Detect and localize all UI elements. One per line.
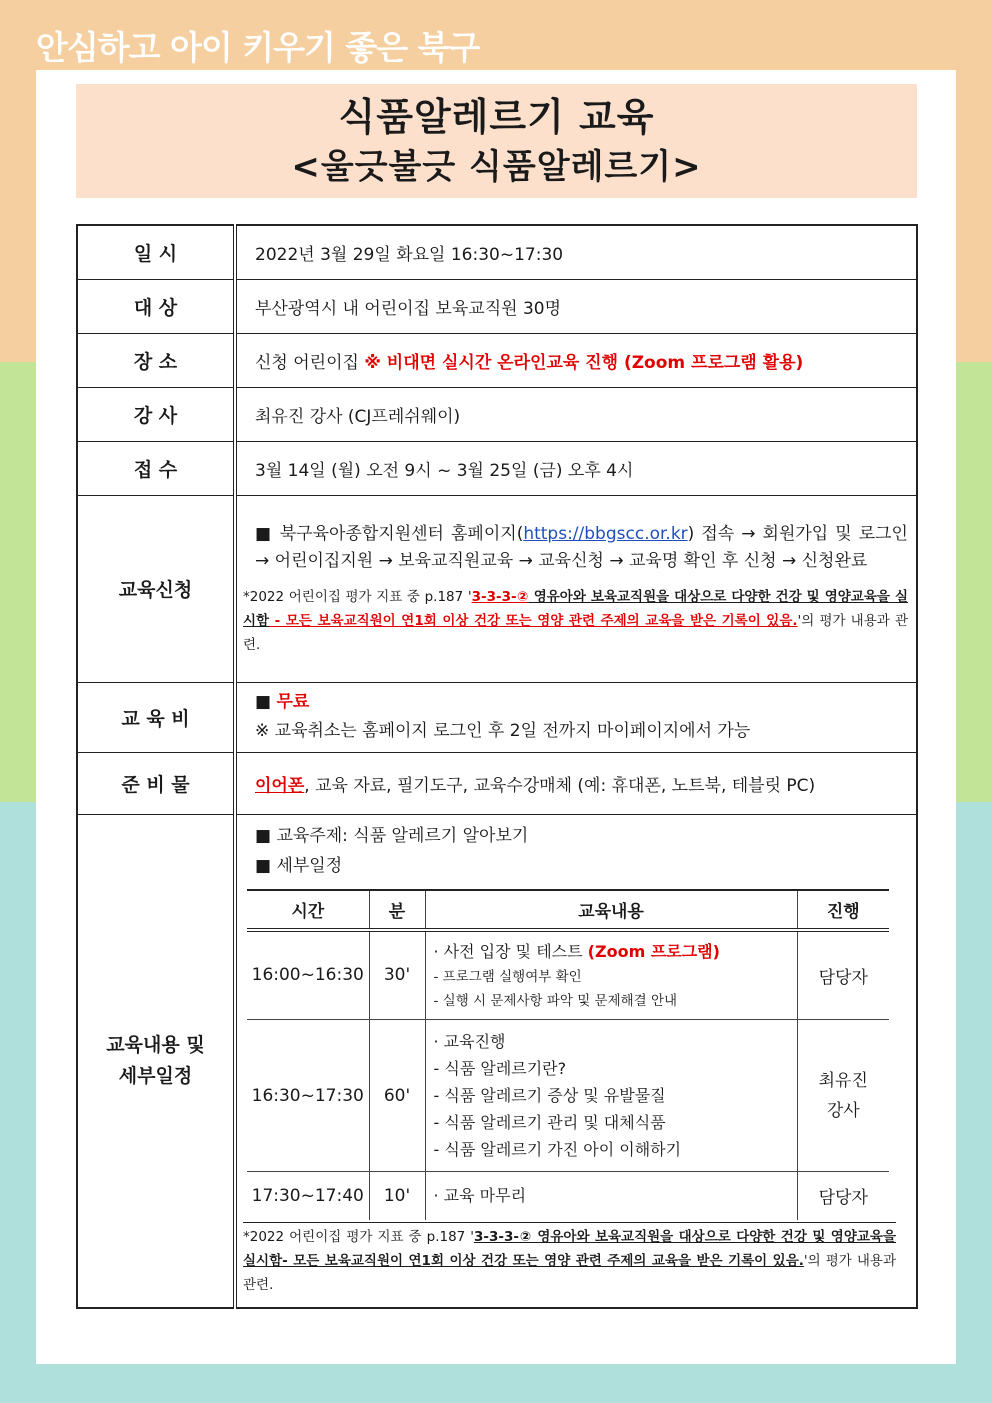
host-title: 강사 [826, 1100, 860, 1121]
row-time: 17:30~17:40 [251, 1185, 364, 1206]
content-sub: - 실행 시 문제사항 파악 및 문제해결 안내 [433, 992, 678, 1009]
header-host: 진행 [797, 890, 889, 930]
value-schedule [235, 814, 917, 1308]
label-date: 일 시 [77, 225, 235, 279]
prep-rest: , 교육 자료, 필기도구, 교육수강매체 (예: 휴대폰, 노트북, 테블릿 PC) [304, 775, 816, 796]
table-row [247, 1020, 889, 1172]
apply-note-code: 3-3-3-② [471, 588, 529, 605]
title-box [76, 84, 917, 198]
prep-highlight: 이어폰 [255, 775, 305, 796]
host-name: 최유진 [818, 1070, 868, 1091]
row-time: 16:30~17:30 [247, 1020, 369, 1172]
content-sub: - 식품 알레르기 가진 아이 이해하기 [433, 1140, 682, 1159]
label-apply: 교육신청 [77, 495, 235, 682]
apply-steps [243, 521, 908, 575]
row-content [425, 1020, 797, 1172]
content-main: · 교육진행 [433, 1032, 506, 1051]
apply-step-prefix: ■ 북구육아종합지원센터 홈페이지( [255, 523, 524, 544]
value-lecturer: 최유진 강사 (CJ프레쉬웨이) [235, 387, 917, 441]
value-prep [235, 752, 917, 814]
value-place [235, 333, 917, 387]
value-date: 2022년 3월 29일 화요일 16:30~17:30 [235, 225, 917, 279]
value-apply [235, 495, 917, 682]
place-online-note: ※ 비대면 실시간 온라인교육 진행 (Zoom 프로그램 활용) [364, 352, 804, 373]
header-content: 교육내용 [425, 890, 797, 930]
row-minutes: 60' [369, 1020, 425, 1172]
row-schedule [77, 814, 917, 1308]
schedule-topic: ■ 교육주제: 식품 알레르기 알아보기 [255, 825, 529, 846]
row-fee [77, 682, 917, 752]
table-row [247, 930, 889, 1020]
label-place: 장 소 [77, 333, 235, 387]
fee-line [255, 688, 906, 717]
row-host: 담당자 [797, 930, 889, 1020]
row-content [425, 930, 797, 1020]
content-main-red: (Zoom 프로그램) [587, 941, 720, 961]
slogan: 안심하고 아이 키우기 좋은 북구 [36, 28, 480, 67]
fee-note: ※ 교육취소는 홈페이지 로그인 후 2일 전까지 마이페이지에서 가능 [255, 721, 751, 741]
label-target: 대 상 [77, 279, 235, 333]
content-sub: - 식품 알레르기란? [433, 1059, 567, 1078]
row-minutes: 30' [369, 930, 425, 1020]
homepage-link[interactable]: https://bbgscc.or.kr [523, 523, 688, 544]
apply-note-bold: 영유아와 보육교직원을 대상으로 다양한 건강 및 영양교육을 실시함 [243, 588, 909, 629]
value-reception: 3월 14일 (월) 오전 9시 ~ 3월 25일 (금) 오후 4시 [235, 441, 917, 495]
content-sub: - 식품 알레르기 증상 및 유발물질 [433, 1086, 666, 1105]
place-value: 신청 어린이집 [255, 352, 359, 373]
label-schedule-line1: 교육내용 및 [106, 1033, 205, 1056]
row-lecturer [77, 387, 917, 441]
content-sub: - 식품 알레르기 관리 및 대체식품 [433, 1113, 666, 1132]
schedule-note-bold: 3-3-3-② 영유아와 보육교직원을 대상으로 다양한 건강 및 영양교육을 실시함- 모든 보육교직원이 연1회 이상 건강 또는 영양 관련 주제의 교육을 받은 기록이 있음. [243, 1228, 896, 1269]
content-main [434, 938, 789, 965]
row-date [77, 225, 917, 279]
page-title: 식품알레르기 교육 [338, 95, 655, 139]
row-apply [77, 495, 917, 682]
row-host [797, 1020, 889, 1172]
apply-note-prefix: *2022 어린이집 평가 지표 중 p.187 ' [243, 588, 472, 605]
label-fee: 교 육 비 [77, 682, 235, 752]
content-main-text: · 사전 입장 및 테스트 [433, 941, 588, 961]
row-target [77, 279, 917, 333]
schedule-header-row [247, 890, 889, 930]
info-table [76, 224, 918, 1309]
row-content: · 교육 마무리 [425, 1172, 797, 1220]
apply-note-red: - 모든 보육교직원이 연1회 이상 건강 또는 영양 관련 주제의 교육을 받은 기록이 있음. [269, 612, 798, 629]
row-minutes: 10' [369, 1172, 425, 1220]
schedule-note-prefix: *2022 어린이집 평가 지표 중 p.187 ' [243, 1228, 474, 1245]
label-lecturer: 강 사 [77, 387, 235, 441]
row-reception [77, 441, 917, 495]
apply-note-suffix: '의 평가 내용과 관련. [243, 612, 909, 653]
label-reception: 접 수 [77, 441, 235, 495]
label-schedule [77, 814, 235, 1308]
value-fee [235, 682, 917, 752]
label-prep: 준 비 물 [77, 752, 235, 814]
label-schedule-line2: 세부일정 [118, 1064, 193, 1087]
value-target: 부산광역시 내 어린이집 보육교직원 30명 [235, 279, 917, 333]
header-time: 시간 [247, 890, 369, 930]
apply-note [243, 585, 908, 657]
schedule-note-suffix: '의 평가 내용과 관련. [243, 1252, 896, 1293]
fee-bullet: ■ [255, 692, 272, 712]
schedule-detail-heading: ■ 세부일정 [255, 855, 343, 876]
apply-step-suffix: ) 접속 → 회원가입 및 로그인 → 어린이집지원 → 보육교직원교육 → 교육신청 → 교육명 확인 후 신청 → 신청완료 [255, 523, 908, 571]
header-minutes: 분 [369, 890, 425, 930]
fee-value: 무료 [276, 692, 310, 712]
row-time: 16:00~16:30 [247, 930, 369, 1020]
page-subtitle: <울긋불긋 식품알레르기> [291, 147, 702, 187]
row-host: 담당자 [797, 1172, 889, 1220]
schedule-note [243, 1222, 896, 1297]
table-row [247, 1172, 889, 1220]
schedule-intro [243, 821, 896, 881]
schedule-table [247, 889, 889, 1220]
content-sub: - 프로그램 실행여부 확인 [433, 968, 582, 985]
row-place [77, 333, 917, 387]
row-prep [77, 752, 917, 814]
